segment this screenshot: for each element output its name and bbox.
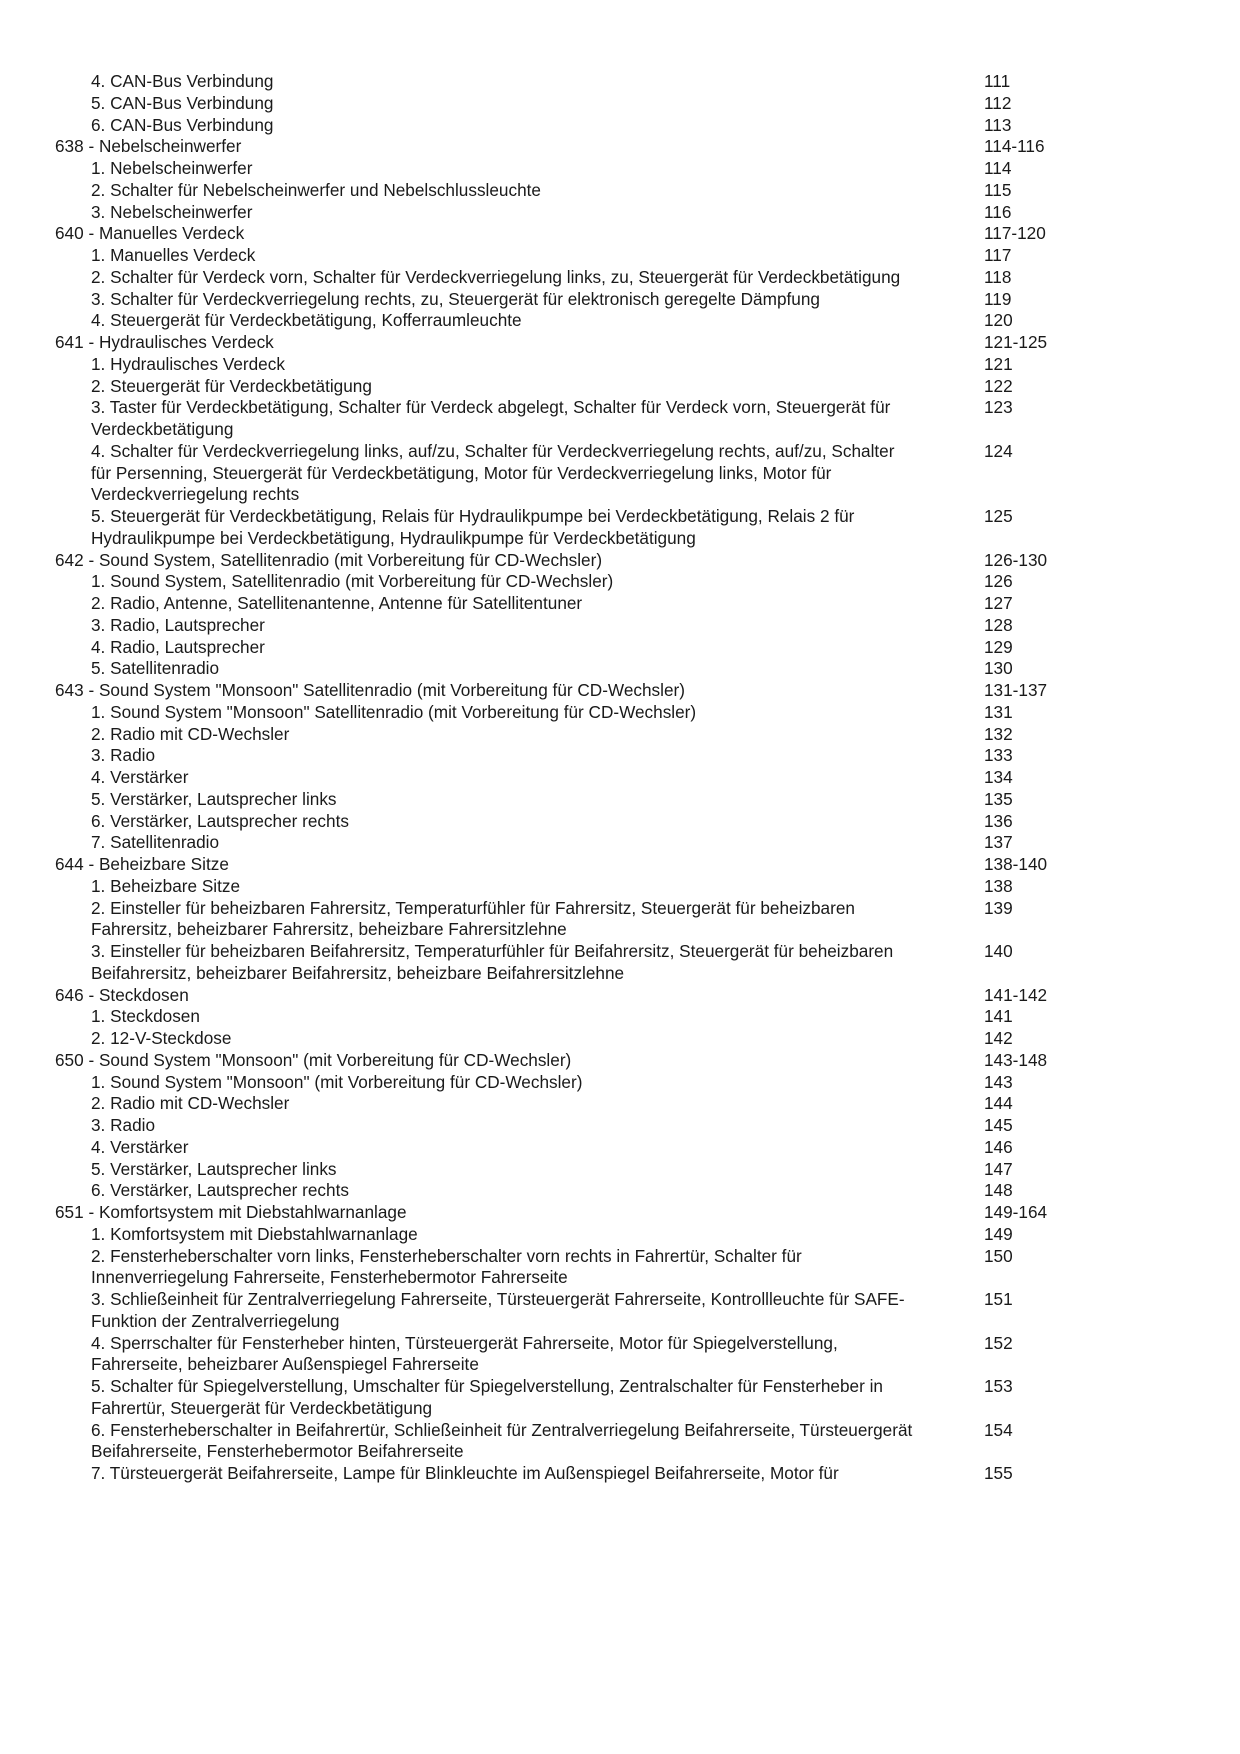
toc-page-number: 115 [984,179,1012,200]
toc-entry-title: 6. Verstärker, Lautsprecher rechts [91,1180,349,1201]
toc-page-number: 133 [984,745,1013,766]
toc-page-number: 147 [984,1158,1013,1179]
toc-page-number: 118 [984,266,1012,287]
toc-page-number: 127 [984,593,1013,613]
toc-page-number: 136 [984,810,1013,831]
toc-entry-title: 5. Verstärker, Lautsprecher links [91,1158,337,1179]
toc-item-row[interactable] [0,637,1240,659]
toc-item-row[interactable] [0,767,1240,789]
toc-item-row[interactable] [0,1028,1240,1050]
toc-entry-title: 4. Verstärker [91,1136,189,1157]
toc-section-row[interactable] [0,1202,1240,1224]
toc-section-row[interactable] [0,680,1240,702]
toc-page-number: 126 [984,571,1013,592]
toc-entry-title: 5. CAN-Bus Verbindung [91,92,274,113]
toc-item-row[interactable] [0,571,1240,593]
toc-item-row[interactable] [0,1072,1240,1094]
toc-entry-title: 643 - Sound System "Monsoon" Satellitenradio (mit Vorbereitung für CD-Wechsler) [55,680,685,700]
toc-entry-title: 1. Sound System, Satellitenradio (mit Vorbereitung für CD-Wechsler) [91,571,614,592]
toc-item-row[interactable] [0,71,1240,93]
toc-page-number: 143-148 [984,1049,1048,1070]
toc-section-row[interactable] [0,985,1240,1007]
toc-entry-title: 3. Schalter für Verdeckverriegelung rechts, zu, Steuergerät für elektronisch geregelte Dämpfung [91,288,820,309]
toc-entry-title: 644 - Beheizbare Sitze [55,854,229,874]
toc-section-row[interactable] [0,136,1240,158]
toc-entry-title: 6. CAN-Bus Verbindung [91,114,274,135]
toc-item-row[interactable] [0,1159,1240,1181]
toc-item-row[interactable] [0,354,1240,376]
toc-entry-title: 2. Radio mit CD-Wechsler [91,723,290,744]
toc-entry-title: 642 - Sound System, Satellitenradio (mit Vorbereitung für CD-Wechsler) [55,549,603,570]
toc-page-number: 111 [984,71,1011,91]
toc-entry-title: 646 - Steckdosen [55,984,189,1005]
toc-item-row[interactable] [0,745,1240,767]
toc-entry-title: 651 - Komfortsystem mit Diebstahlwarnanlage [55,1202,407,1222]
toc-page-number: 142 [984,1028,1013,1048]
toc-page-number: 150 [984,1245,1013,1266]
toc-item-row[interactable] [0,115,1240,137]
toc-section-row[interactable] [0,332,1240,354]
toc-entry-title: 2. 12-V-Steckdose [91,1028,232,1048]
toc-entry-title: 1. Sound System "Monsoon" Satellitenradio (mit Vorbereitung für CD-Wechsler) [91,701,697,722]
toc-page-number: 143 [984,1071,1013,1092]
toc-entry-title: 1. Steckdosen [91,1006,200,1027]
toc-item-row[interactable] [0,1463,1240,1485]
toc-page-number: 152 [984,1332,1013,1353]
toc-item-row[interactable] [0,289,1240,311]
toc-page-number: 131-137 [984,680,1048,700]
toc-page-number: 132 [984,723,1013,744]
toc-entry-title: 4. Radio, Lautsprecher [91,636,265,657]
toc-page-number: 114 [984,158,1012,178]
toc-item-row[interactable] [0,1093,1240,1115]
toc-entry-title: 6. Verstärker, Lautsprecher rechts [91,810,349,831]
toc-item-row[interactable] [0,811,1240,833]
toc-page-number: 126-130 [984,549,1048,570]
toc-page-number: 141 [984,1006,1013,1027]
toc-section-row[interactable] [0,1050,1240,1072]
toc-page-number: 121-125 [984,332,1048,352]
toc-entry-title: 1. Hydraulisches Verdeck [91,353,285,374]
toc-item-row[interactable] [0,1420,1240,1464]
toc-entry-title: 3. Einsteller für beheizbaren Beifahrersitz, Temperaturfühler für Beifahrersitz, Steuergerät für beheizbaren Beifahrersitz, beheizbarer Beifahrersitz, beheizbare Beifahrersitzlehne [91,941,894,983]
toc-item-row[interactable] [0,506,1240,550]
toc-page-number: 117-120 [984,223,1046,244]
toc-entry-title: 2. Schalter für Verdeck vorn, Schalter für Verdeckverriegelung links, zu, Steuergerät für Verdeckbetätigung [91,266,901,287]
toc-page-number: 120 [984,310,1013,331]
toc-entry-title: 2. Schalter für Nebelscheinwerfer und Nebelschlussleuchte [91,179,541,200]
toc-page-number: 134 [984,767,1013,787]
toc-page-number: 149 [984,1223,1013,1244]
toc-page-number: 146 [984,1136,1013,1157]
toc-page-number: 154 [984,1419,1013,1440]
toc-page-number: 129 [984,636,1013,657]
toc-page-number: 114-116 [984,136,1045,157]
toc-item-row[interactable] [0,1180,1240,1202]
toc-item-row[interactable] [0,93,1240,115]
toc-entry-title: 1. Nebelscheinwerfer [91,158,253,178]
toc-item-row[interactable] [0,615,1240,637]
toc-entry-title: 4. CAN-Bus Verbindung [91,71,274,91]
toc-page-number: 137 [984,832,1013,853]
toc-page-number: 124 [984,440,1013,461]
toc-entry-title: 4. Steuergerät für Verdeckbetätigung, Kofferraumleuchte [91,310,522,331]
toc-item-row[interactable] [0,1289,1240,1333]
toc-entry-title: 4. Verstärker [91,767,189,787]
toc-item-row[interactable] [0,658,1240,680]
toc-page-number: 145 [984,1115,1013,1135]
toc-page-number: 135 [984,788,1013,809]
toc-entry-title: 3. Radio [91,1115,156,1135]
toc-page-number: 116 [984,201,1012,222]
toc-item-row[interactable] [0,1115,1240,1137]
toc-entry-title: 638 - Nebelscheinwerfer [55,136,242,157]
toc-page-number: 117 [984,245,1012,265]
toc-page-number: 140 [984,941,1013,961]
toc-entry-title: 640 - Manuelles Verdeck [55,223,245,244]
toc-page-number: 121 [984,353,1013,374]
toc-item-row[interactable] [0,180,1240,202]
toc-entry-title: 3. Radio, Lautsprecher [91,614,265,635]
toc-item-row[interactable] [0,702,1240,724]
toc-page-number: 151 [984,1289,1013,1309]
toc-item-row[interactable] [0,1246,1240,1290]
toc-entry-title: 4. Sperrschalter für Fensterheber hinten, Türsteuergerät Fahrerseite, Motor für Spiegelverstellung, Fahrerseite, beheizbarer Außenspiegel Fahrerseite [91,1332,838,1375]
toc-page-number: 131 [984,701,1013,722]
toc-item-row[interactable] [0,310,1240,332]
toc-page-number: 125 [984,506,1013,526]
toc-page-number: 153 [984,1376,1013,1396]
toc-page-number: 138-140 [984,854,1048,874]
toc-page-number: 138 [984,875,1013,896]
table-of-contents [0,71,1240,1485]
toc-entry-title: 4. Schalter für Verdeckverriegelung links, auf/zu, Schalter für Verdeckverriegelung rechts, auf/zu, Schalter für Persenning, Steuergerät für Verdeckbetätigung, Motor für Verdeckverriegelung links, Motor für Verdeckverriegelung rechts [91,440,895,505]
toc-entry-title: 7. Türsteuergerät Beifahrerseite, Lampe für Blinkleuchte im Außenspiegel Beifahrerseite, Motor für [91,1463,839,1483]
toc-item-row[interactable] [0,441,1240,506]
toc-item-row[interactable] [0,1137,1240,1159]
toc-entry-title: 3. Taster für Verdeckbetätigung, Schalter für Verdeck abgelegt, Schalter für Verdeck vorn, Steuergerät für Verdeckbetätigung [91,397,891,439]
toc-entry-title: 5. Satellitenradio [91,658,220,679]
toc-entry-title: 2. Radio mit CD-Wechsler [91,1093,290,1114]
toc-entry-title: 2. Steuergerät für Verdeckbetätigung [91,375,372,396]
toc-section-row[interactable] [0,854,1240,876]
toc-item-row[interactable] [0,832,1240,854]
toc-entry-title: 2. Einsteller für beheizbaren Fahrersitz, Temperaturfühler für Fahrersitz, Steuergerät für beheizbaren Fahrersitz, beheizbarer Fahrersitz, beheizbare Fahrersitzlehne [91,897,855,940]
toc-page-number: 149-164 [984,1202,1048,1222]
toc-entry-title: 650 - Sound System "Monsoon" (mit Vorbereitung für CD-Wechsler) [55,1049,572,1070]
toc-entry-title: 2. Radio, Antenne, Satellitenantenne, Antenne für Satellitentuner [91,593,583,613]
toc-page-number: 113 [984,114,1012,135]
toc-entry-title: 1. Manuelles Verdeck [91,245,256,265]
toc-entry-title: 2. Fensterheberschalter vorn links, Fensterheberschalter vorn rechts in Fahrertür, Schalter für Innenverriegelung Fahrerseite, Fensterhebermotor Fahrerseite [91,1245,802,1288]
toc-entry-title: 6. Fensterheberschalter in Beifahrertür, Schließeinheit für Zentralverriegelung Beifahrerseite, Türsteuergerät Beifahrerseite, Fensterhebermotor Beifahrerseite [91,1419,913,1462]
toc-item-row[interactable] [0,376,1240,398]
toc-entry-title: 3. Radio [91,745,156,766]
toc-section-row[interactable] [0,223,1240,245]
toc-item-row[interactable] [0,898,1240,942]
toc-entry-title: 7. Satellitenradio [91,832,220,853]
toc-entry-title: 1. Beheizbare Sitze [91,875,241,896]
toc-page-number: 155 [984,1463,1013,1483]
toc-item-row[interactable] [0,1224,1240,1246]
toc-page-number: 144 [984,1093,1013,1114]
toc-item-row[interactable] [0,267,1240,289]
toc-item-row[interactable] [0,789,1240,811]
toc-entry-title: 5. Steuergerät für Verdeckbetätigung, Relais für Hydraulikpumpe bei Verdeckbetätigung, Relais 2 für Hydraulikpumpe bei Verdeckbetätigung, Hydraulikpumpe für Verdeckbetätigung [91,506,855,548]
toc-item-row[interactable] [0,724,1240,746]
toc-entry-title: 5. Schalter für Spiegelverstellung, Umschalter für Spiegelverstellung, Zentralschalter für Fensterheber in Fahrertür, Steuergerät für Verdeckbetätigung [91,1376,883,1418]
toc-section-row[interactable] [0,550,1240,572]
toc-item-row[interactable] [0,202,1240,224]
toc-item-row[interactable] [0,876,1240,898]
toc-entry-title: 3. Schließeinheit für Zentralverriegelung Fahrerseite, Türsteuergerät Fahrerseite, Kontrollleuchte für SAFE-Funktion der Zentralverriegelung [91,1289,905,1331]
toc-item-row[interactable] [0,941,1240,985]
toc-item-row[interactable] [0,158,1240,180]
toc-page-number: 130 [984,658,1013,679]
toc-page-number: 123 [984,397,1013,418]
toc-item-row[interactable] [0,593,1240,615]
toc-page-number: 128 [984,614,1013,635]
toc-page-number: 112 [984,92,1012,113]
toc-page-number: 139 [984,897,1013,918]
toc-item-row[interactable] [0,1333,1240,1377]
toc-entry-title: 5. Verstärker, Lautsprecher links [91,788,337,809]
toc-page-number: 141-142 [984,984,1048,1005]
toc-entry-title: 3. Nebelscheinwerfer [91,201,253,222]
toc-item-row[interactable] [0,1376,1240,1420]
toc-page-number: 122 [984,375,1013,396]
toc-item-row[interactable] [0,397,1240,441]
toc-entry-title: 1. Sound System "Monsoon" (mit Vorbereitung für CD-Wechsler) [91,1071,583,1092]
toc-page-number: 119 [984,288,1012,309]
toc-item-row[interactable] [0,1006,1240,1028]
toc-entry-title: 641 - Hydraulisches Verdeck [55,332,274,352]
toc-page-number: 148 [984,1180,1013,1201]
toc-item-row[interactable] [0,245,1240,267]
toc-entry-title: 1. Komfortsystem mit Diebstahlwarnanlage [91,1223,418,1244]
